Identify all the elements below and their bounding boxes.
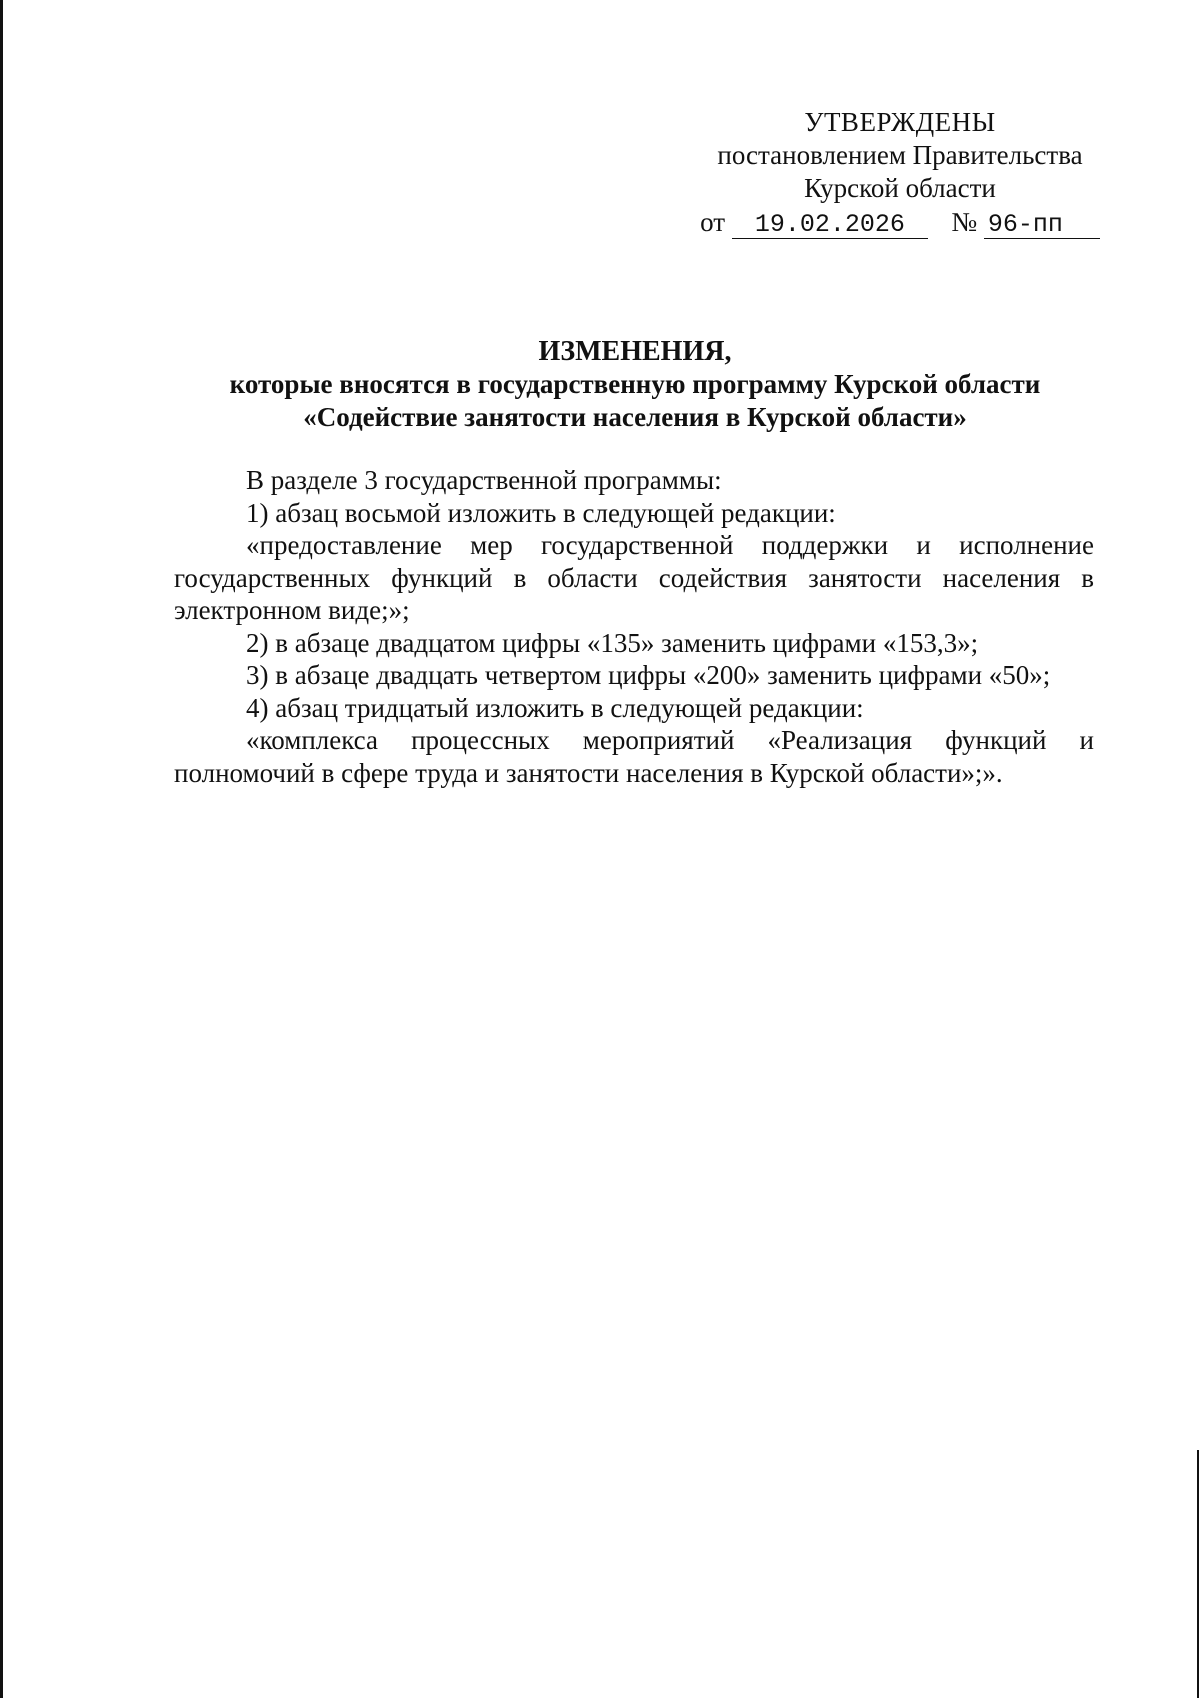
paragraph-item-1: 1) абзац восьмой изложить в следующей редакции: [246,497,836,528]
paragraph-item-4: 4) абзац тридцатый изложить в следующей редакции: [246,692,864,723]
paragraph-item-4-text: «комплекса процессных мероприятий «Реализация функций и полномочий в сфере труда и занятости населения в Курской области»;». [174,725,1094,788]
page-left-edge [0,0,3,1698]
number-prefix: № [951,207,978,237]
heading-subtitle-line-2: «Содействие занятости населения в Курской области» [303,402,967,432]
heading-subtitle-line-1: которые вносятся в государственную программу Курской области [229,369,1041,399]
approval-line-2: Курской области [804,173,996,203]
paragraph-item-2: 2) в абзаце двадцатом цифры «135» заменить цифрами «153,3»; [246,627,979,658]
date-prefix: от [700,207,726,237]
approval-line-1: постановлением Правительства [717,140,1083,170]
approval-date-line [690,206,1110,239]
paragraph-intro: В разделе 3 государственной программы: [246,465,722,495]
approval-title: УТВЕРЖДЕНЫ [804,107,996,137]
date-value: 19.02.2026 [732,212,928,239]
document-heading [160,335,1110,434]
approval-stamp-block [690,106,1110,239]
document-body [174,464,1094,789]
paragraph-item-3: 3) в абзаце двадцать четвертом цифры «200» заменить цифрами «50»; [246,660,1051,690]
paragraph-item-1-text: «предоставление мер государственной поддержки и исполнение государственных функций в области содействия занятости населения в электронном виде;»; [174,530,1094,625]
page-right-edge [1197,1450,1199,1698]
number-value: 96-пп [984,212,1100,239]
heading-title: ИЗМЕНЕНИЯ, [538,336,732,367]
